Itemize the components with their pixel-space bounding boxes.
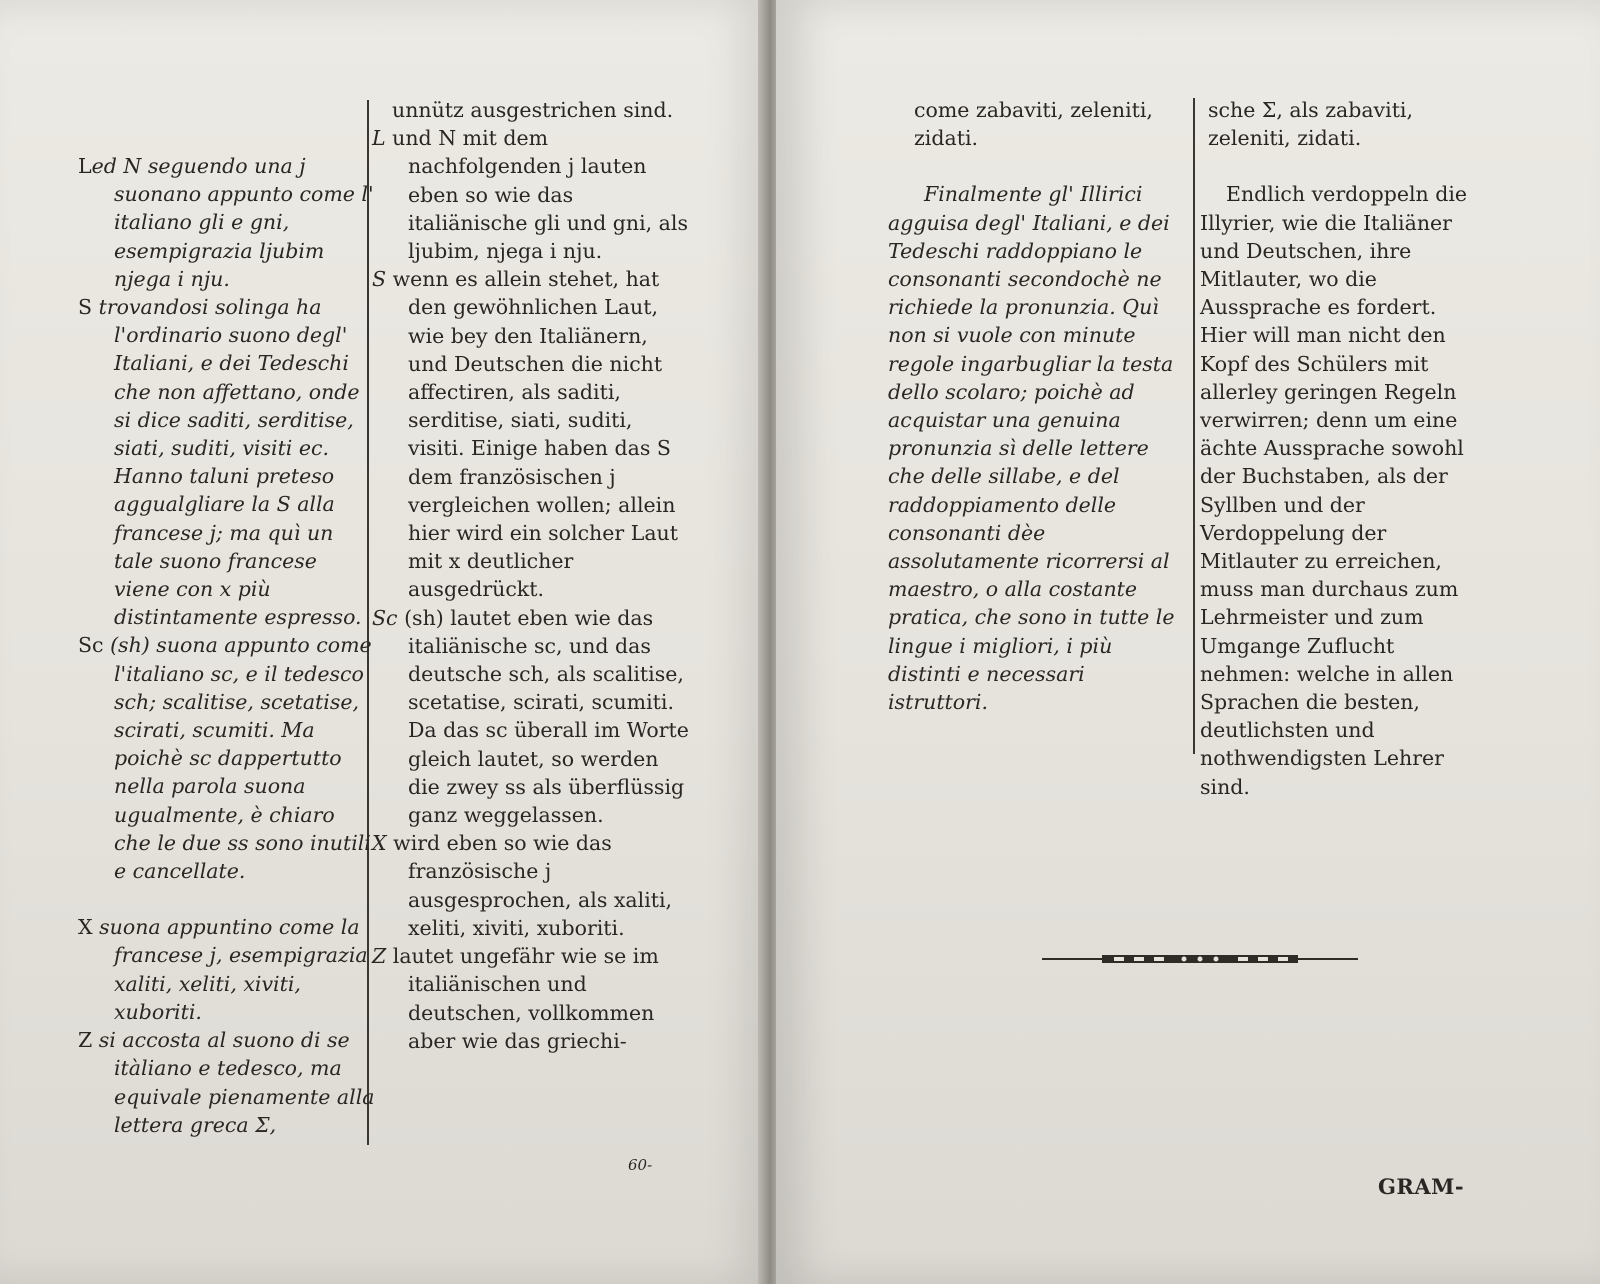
entry-L-german: L und N mit dem nachfolgenden j lauten eben so wie das italiänische gli und gni, als ljubim, njega i nju. [372, 126, 688, 264]
entry-L-italian: Led N seguendo una j suonano appunto come l' italiano gli e gni, esempigrazia ljubim njega i nju. [78, 154, 374, 291]
entry-S-italian: S trovandosi solinga ha l'ordinario suono degl' Italiani, e dei Tedeschi che non affettano, onde si dice saditi, serditise, siati, suditi, visiti ec. Hanno taluni preteso aggualgliare la S alla francese j; ma quì un tale suono francese viene con x più distintamente espresso. [78, 295, 362, 630]
right-catchword: GRAM- [1378, 1174, 1465, 1199]
printer-ornament [1042, 952, 1358, 966]
entry-Sc-german: Sc (sh) lautet eben wie das italiänische sc, und das deutsche sch, als scalitise, scetatise, scirati, scumiti. Da das sc überall im Worte gleich lautet, so werden die zwey ss als überflüssig ganz weggelassen. [372, 605, 689, 828]
right-italian-paragraph: Finalmente gl' Illirici agguisa degl' Italiani, e dei Tedeschi raddoppiano le consonanti secondochè ne richiede la pronunzia. Quì non si vuole con minute regole ingarbugliar la testa dello scolaro; poichè ad acquistar una genuina pronunzia sì delle lettere che delle sillabe, e del raddoppiamento delle consonanti dèe assolutamente ricorrersi al maestro, o alla costante pratica, che sono in tutte le lingue i migliori, i più distinti e necessari istruttori. [888, 182, 1175, 715]
entry-Z-italian: Z si accosta al suono di se itàliano e tedesco, ma equivale pienamente alla lettera greca Σ, [78, 1028, 375, 1137]
right-italian-column [888, 96, 1183, 716]
right-italian-continuation: come zabaviti, zeleniti, zidati. [914, 98, 1153, 151]
entry-X-german: X wird eben so wie das französische j ausgesprochen, als xaliti, xeliti, xiviti, xuboriti. [372, 831, 673, 940]
entry-X-italian: X suona appuntino come la francese j, esempigrazia xaliti, xeliti, xiviti, xuboriti. [78, 915, 368, 1024]
right-german-paragraph: Endlich verdoppeln die Illyrier, wie die Italiäner und Deutschen, ihre Mitlauter, wo die Aussprache es fordert. Hier will man nicht den Kopf des Schülers mit allerley geringen Regeln verwirren; denn um eine ächte Aussprache sowohl der Buchstaben, als der Syllben und der Verdoppelung der Mitlauter zu erreichen, muss man durchaus zum Lehrmeister und zum Umgange Zuflucht nehmen: welche in allen Sprachen die besten, deutlichsten und nothwendigsten Lehrer sind. [1200, 182, 1468, 799]
left-italian-column [78, 96, 378, 1139]
right-german-column [1200, 96, 1485, 801]
right-german-continuation: sche Σ, als zabaviti, zeleniti, zidati. [1208, 98, 1414, 151]
entry-Sc-italian: Sc (sh) suona appunto come l'italiano sc, e il tedesco sch; scalitise, scetatise, scirati, scumiti. Ma poichè sc dappertutto nella parola suona ugualmente, è chiaro che le due ss sono inutili e cancellate. [78, 633, 372, 884]
entry-Z-german: Z lautet ungefähr wie se im italiänischen und deutschen, vollkommen aber wie das griechi- [372, 944, 659, 1053]
right-column-divider [1193, 98, 1195, 754]
entry-S-german: S wenn es allein stehet, hat den gewöhnlichen Laut, wie bey den Italiänern, und Deutschen die nicht affectiren, als saditi, serditise, siati, suditi, visiti. Einige haben das S dem französischen j vergleichen wollen; allein hier wird ein solcher Laut mit x deutlicher ausgedrückt. [372, 267, 678, 602]
entry-continuation-german: unnütz ausgestrichen sind. [392, 98, 674, 122]
left-german-column [372, 96, 690, 1055]
left-catchword: 60- [628, 1156, 653, 1174]
